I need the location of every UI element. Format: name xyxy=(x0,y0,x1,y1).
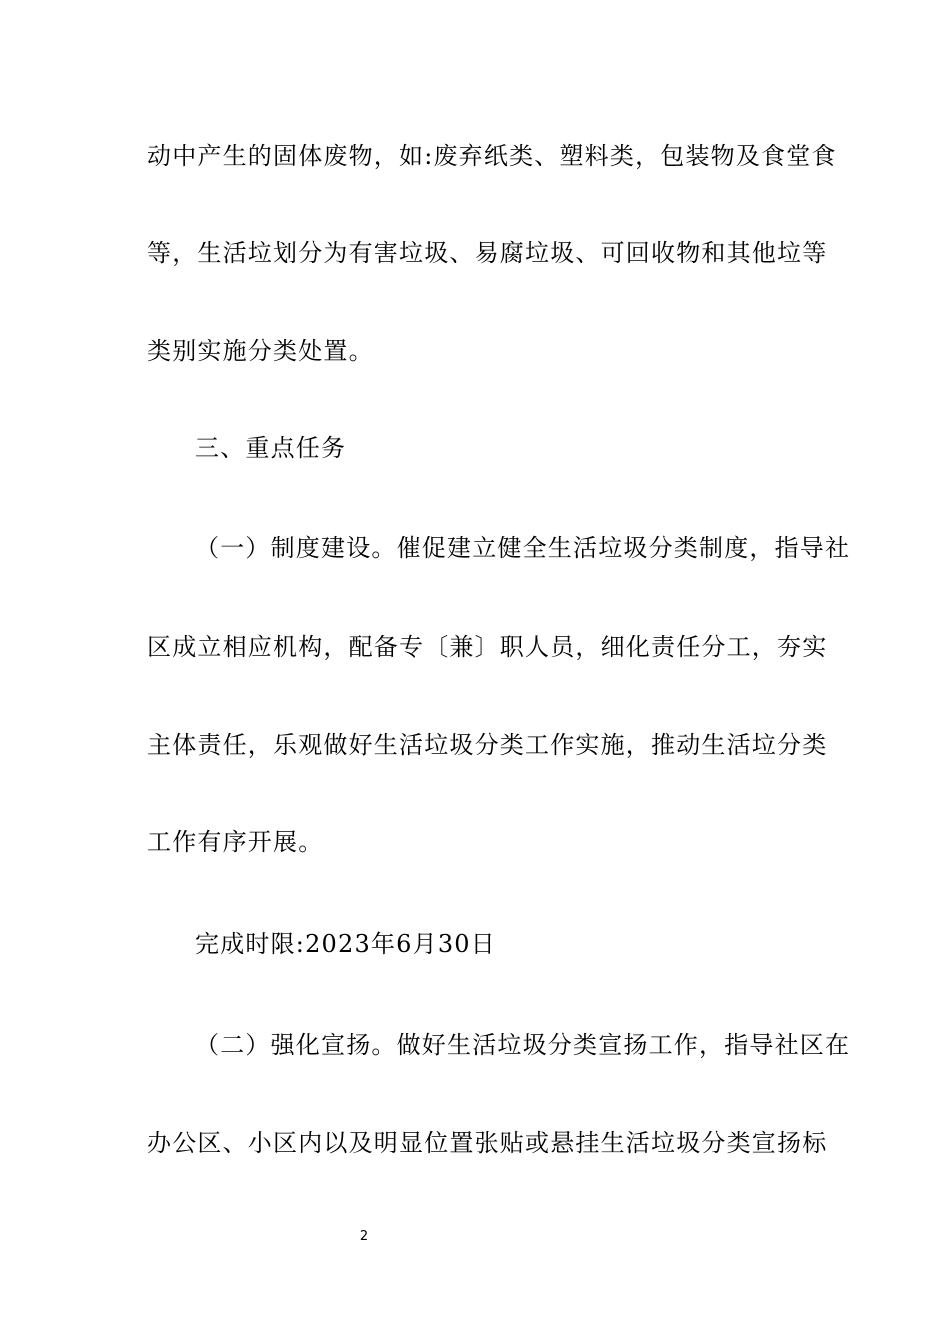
section-heading: 三、重点任务 xyxy=(195,434,347,462)
paragraph-line: 等，生活垃划分为有害垃圾、易腐垃圾、可回收物和其他垃等 xyxy=(147,239,828,267)
paragraph-line: 类别实施分类处置。 xyxy=(147,337,374,365)
paragraph-line: （二）强化宣扬。做好生活垃圾分类宣扬工作，指导社区在 xyxy=(195,1031,851,1059)
page-number: 2 xyxy=(359,1229,369,1244)
paragraph-line: 工作有序开展。 xyxy=(147,828,324,856)
paragraph-line: 办公区、小区内以及明显位置张贴或悬挂生活垃圾分类宣扬标 xyxy=(147,1129,828,1157)
paragraph-line: 动中产生的固体废物，如:废弃纸类、塑料类，包装物及食堂食 xyxy=(147,142,837,170)
deadline-line: 完成时限:2023年6月30日 xyxy=(195,930,496,958)
paragraph-line: 区成立相应机构，配备专〔兼〕职人员，细化责任分工，夯实 xyxy=(147,633,828,661)
paragraph-line: （一）制度建设。催促建立健全生活垃圾分类制度，指导社 xyxy=(195,534,851,562)
paragraph-line: 主体责任，乐观做好生活垃圾分类工作实施，推动生活垃分类 xyxy=(147,731,828,759)
